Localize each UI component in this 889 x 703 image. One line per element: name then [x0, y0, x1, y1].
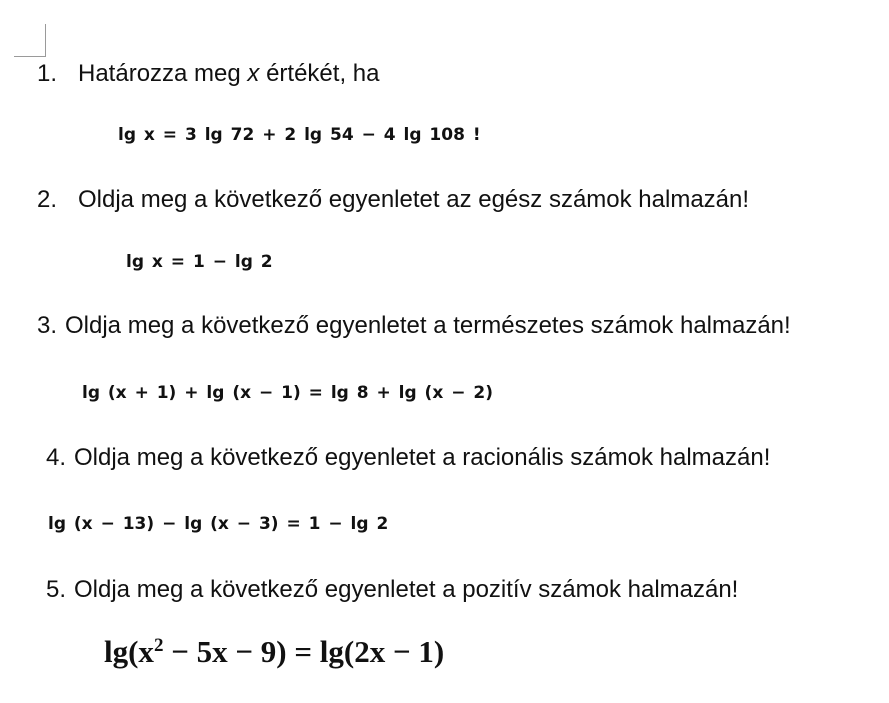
corner-mark-vertical	[45, 24, 46, 57]
task-4-equation: lg (x − 13) − lg (x − 3) = 1 − lg 2	[48, 514, 389, 534]
task-5-equation-end: − 5x − 9) = lg(2x − 1)	[163, 634, 445, 669]
task-4-heading	[46, 444, 770, 472]
task-5-heading	[46, 576, 738, 604]
task-2-equation: lg x = 1 − lg 2	[126, 252, 273, 272]
task-1-equation: lg x = 3 lg 72 + 2 lg 54 − 4 lg 108 !	[118, 125, 481, 145]
task-4-number: 4.	[46, 444, 67, 471]
margin-corner-mark	[14, 24, 46, 57]
task-3-number: 3.	[37, 312, 58, 339]
task-2-text: Oldja meg a következő egyenletet az egész számok halmazán!	[78, 186, 750, 213]
task-5-equation-exponent: 2	[153, 635, 164, 656]
task-1-variable: x	[247, 60, 260, 87]
task-1-heading	[37, 60, 379, 88]
task-2-heading	[37, 186, 749, 214]
corner-mark-horizontal	[14, 56, 46, 57]
task-4-text: Oldja meg a következő egyenletet a racionális számok halmazán!	[74, 444, 771, 471]
task-5-equation	[104, 634, 444, 670]
task-3-heading	[37, 312, 791, 340]
task-5-equation-start: lg(x	[104, 634, 154, 669]
task-3-text: Oldja meg a következő egyenletet a természetes számok halmazán!	[65, 312, 791, 339]
task-5-text: Oldja meg a következő egyenletet a pozitív számok halmazán!	[74, 576, 739, 603]
task-1-text-after: értékét, ha	[259, 60, 380, 87]
task-1-number: 1.	[37, 60, 58, 87]
task-2-number: 2.	[37, 186, 58, 213]
task-3-equation: lg (x + 1) + lg (x − 1) = lg 8 + lg (x − 2)	[82, 383, 493, 403]
task-5-number: 5.	[46, 576, 67, 603]
task-1-text-before: Határozza meg	[78, 60, 248, 87]
